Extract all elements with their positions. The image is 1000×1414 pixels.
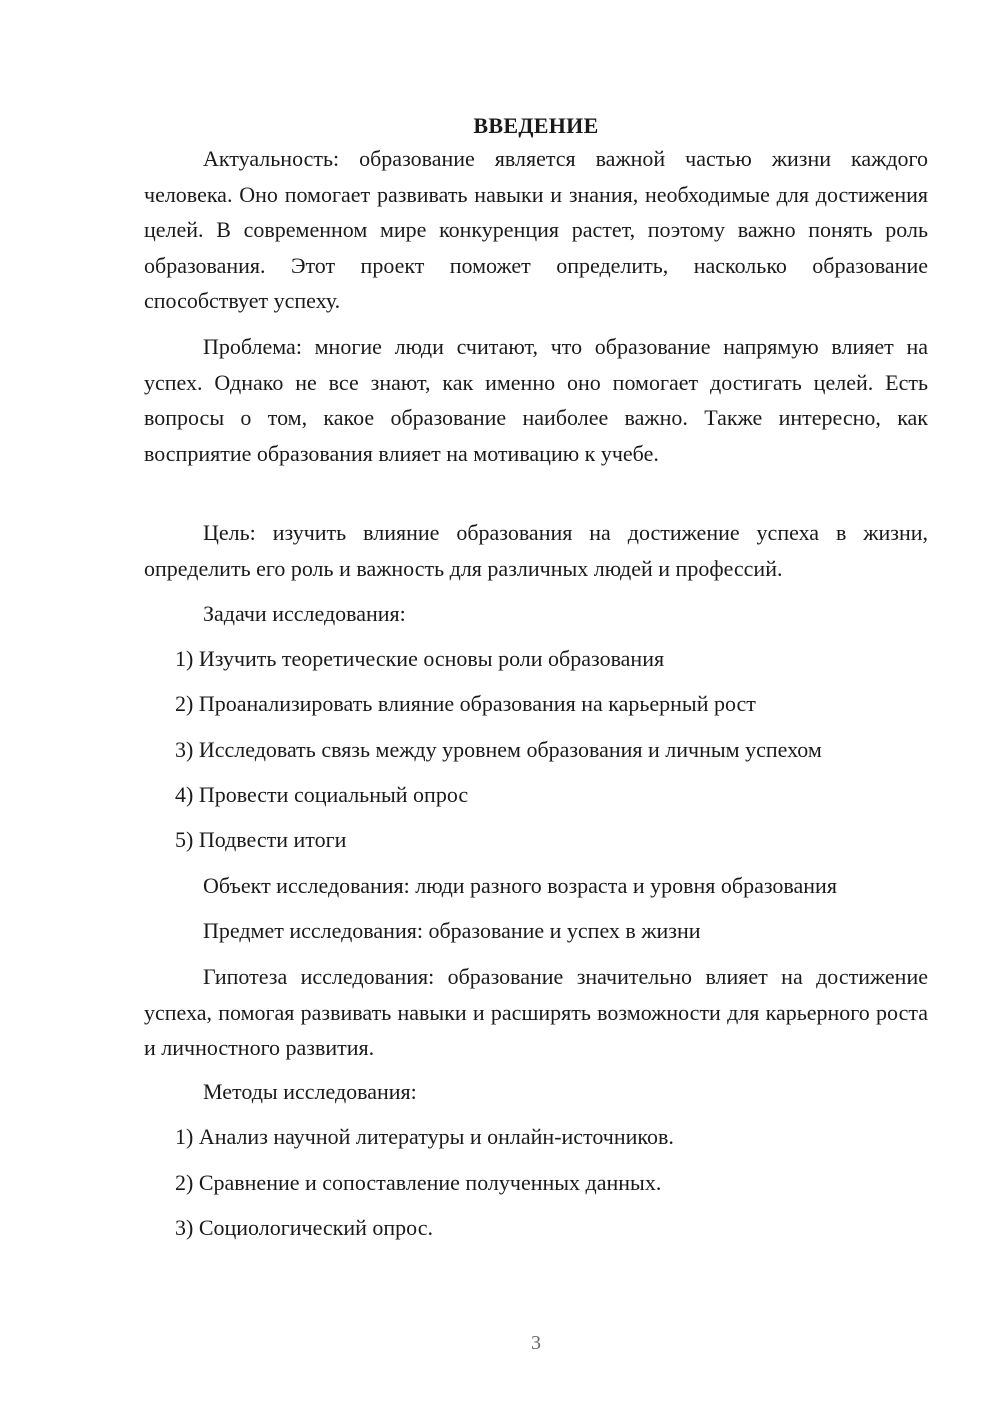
tasks-heading: Задачи исследования: xyxy=(203,601,406,626)
goal-paragraph: Цель: изучить влияние образования на достижение успеха в жизни, определить его роль и важность для различных людей и профессий. xyxy=(144,520,928,581)
task-item: 5) Подвести итоги xyxy=(175,827,347,852)
hypothesis-paragraph: Гипотеза исследования: образование значительно влияет на достижение успеха, помогая развивать навыки и расширять возможности для карьерного роста и личностного развития. xyxy=(144,964,928,1060)
object-line: Объект исследования: люди разного возраста и уровня образования xyxy=(203,873,837,898)
methods-heading: Методы исследования: xyxy=(203,1079,417,1104)
page-number: 3 xyxy=(531,1332,541,1354)
page-title: ВВЕДЕНИЕ xyxy=(473,112,599,138)
document-page xyxy=(144,0,928,1414)
method-item: 2) Сравнение и сопоставление полученных данных. xyxy=(175,1170,662,1195)
task-item: 4) Провести социальный опрос xyxy=(175,782,469,807)
relevance-paragraph: Актуальность: образование является важной частью жизни каждого человека. Оно помогает развивать навыки и знания, необходимые для достижения целей. В современном мире конкуренция растет, поэтому важно понять роль образования. Этот проект поможет определить, насколько образование способствует успеху. xyxy=(144,146,928,313)
method-item: 3) Социологический опрос. xyxy=(175,1215,433,1240)
task-item: 3) Исследовать связь между уровнем образования и личным успехом xyxy=(175,737,822,762)
problem-paragraph: Проблема: многие люди считают, что образование напрямую влияет на успех. Однако не все знают, как именно оно помогает достигать целей. Есть вопросы о том, какое образование наиболее важно. Также интересно, как восприятие образования влияет на мотивацию к учебе. xyxy=(144,334,928,466)
task-item: 2) Проанализировать влияние образования на карьерный рост xyxy=(175,691,756,716)
subject-line: Предмет исследования: образование и успех в жизни xyxy=(203,918,701,943)
task-item: 1) Изучить теоретические основы роли образования xyxy=(175,646,665,671)
method-item: 1) Анализ научной литературы и онлайн-источников. xyxy=(175,1124,674,1149)
